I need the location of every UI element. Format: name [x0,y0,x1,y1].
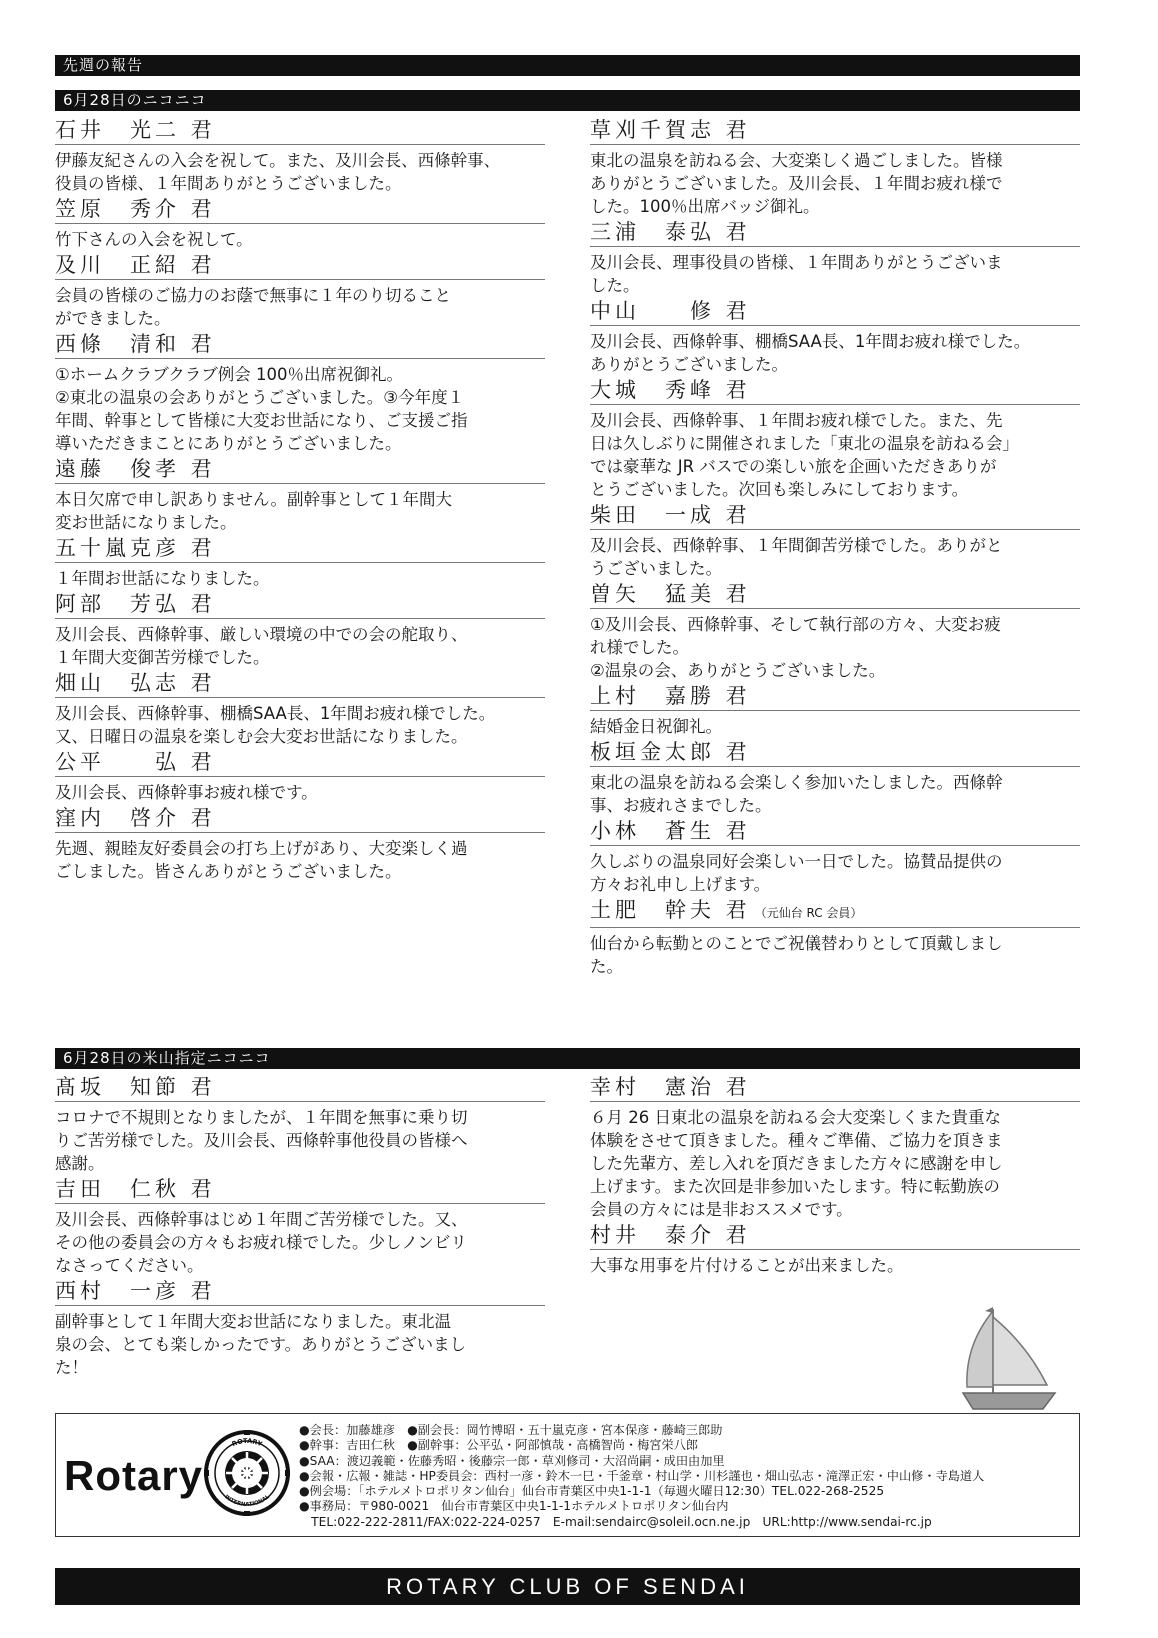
yoneyama-right-column [590,1074,1080,1278]
message-line: ありがとうございました。 [590,355,788,374]
member-message [55,702,545,748]
message-entry [590,897,1080,978]
message-line: 体験をさせて頂きました。種々ご準備、ご協力を頂きま [590,1131,1003,1150]
member-name-row [55,1278,545,1306]
header-bar [55,55,1080,76]
sailboat-icon [955,1305,1065,1415]
member-message [590,613,1080,682]
message-entry [55,670,545,748]
club-name-bar [55,1568,1080,1605]
member-name: 曽矢 猛美 君 [590,582,751,606]
wheel-bottom-text: INTERNATIONAL [223,1494,271,1509]
message-line: 泉の会、とても楽しかったです。ありがとうございまし [55,1335,467,1354]
message-line: 会員の皆様のご協力のお蔭で無事に１年のり切ること [55,286,451,305]
rotary-logo-text: Rotary [64,1452,204,1499]
member-name-row [590,683,1080,711]
member-message [590,715,1080,738]
member-name: 公平 弘 君 [55,750,216,774]
message-line: 結婚金日祝御礼。 [590,717,722,736]
member-name: 石井 光二 君 [55,118,216,142]
member-name-row [55,535,545,563]
rotary-wheel-icon [204,1430,290,1516]
member-name-row [55,331,545,359]
section-bar-yoneyama [55,1048,1080,1069]
member-name: 大城 秀峰 君 [590,378,751,402]
message-entry [55,117,545,195]
message-line: した先輩方、差し入れを頂だきました方々に感謝を申し [590,1154,1003,1173]
message-entry [590,298,1080,376]
message-entry [590,1074,1080,1221]
message-line: 竹下さんの入会を祝して。 [55,230,253,249]
info-line-president: ●会長：加藤雄彦 ●副会長：岡竹博昭・五十嵐克彦・宮本保彦・藤崎三郎助 [299,1423,723,1437]
info-line-office: ●事務局：〒980-0021 仙台市青葉区中央1-1-1ホテルメトロポリタン仙台内 [299,1499,729,1514]
member-name-row [590,377,1080,405]
message-line: 導いただきまことにありがとうございました。 [55,434,402,453]
member-name-row [590,897,1080,928]
message-entry [55,535,545,590]
member-name-row [590,298,1080,326]
message-entry [55,591,545,669]
member-message [55,363,545,455]
message-line: 又、日曜日の温泉を楽しむ会大変お世話になりました。 [55,727,468,746]
member-name: 及川 正紹 君 [55,253,216,277]
nikoniko-left-column [55,117,545,884]
member-name: 土肥 幹夫 君 [590,898,751,922]
message-line: 東北の温泉を訪ねる会、大変楽しく過ごしました。皆様 [590,151,1003,170]
member-name-row [590,1074,1080,1102]
message-line: ごしました。皆さんありがとうございました。 [55,862,402,881]
member-message [55,488,545,534]
message-entry [590,818,1080,896]
message-line: 及川会長、西條幹事お疲れ様です。 [55,783,318,802]
message-entry [55,252,545,330]
message-line: 副幹事として１年間大変お世話になりました。東北温 [55,1312,451,1331]
member-name-row [590,502,1080,530]
member-name: 髙坂 知節 君 [55,1075,216,1099]
member-name: 小林 蒼生 君 [590,819,751,843]
member-message [590,409,1080,501]
member-name-row [55,196,545,224]
message-line: 及川会長、西條幹事、棚橋SAA長、1年間お疲れ様でした。 [590,332,1031,351]
member-message [590,771,1080,817]
member-name: 窪内 啓介 君 [55,806,216,830]
member-message [55,1106,545,1175]
message-line: うございました。 [590,559,722,578]
member-message [55,1208,545,1277]
message-line: りご苦労様でした。及川会長、西條幹事他役員の皆様へ [55,1131,468,1150]
member-name-row [55,749,545,777]
message-line: 感謝。 [55,1154,105,1173]
info-line-committee: ●会報・広報・雑誌・HP委員会：西村一彦・鈴木一巳・千釜章・村山学・川杉謹也・畑山弘志・滝澤正宏・中山修・寺島道人 [299,1468,985,1483]
message-line: とうございました。次回も楽しみにしております。 [590,480,969,499]
member-name-row [55,805,545,833]
message-line: 及川会長、理事役員の皆様、１年間ありがとうございま [590,253,1003,272]
message-line: ６月 26 日東北の温泉を訪ねる会大変楽しくまた貴重な [590,1108,1001,1127]
member-name-row [55,252,545,280]
info-line-venue: ●例会場：「ホテルメトロポリタン仙台」仙台市青葉区中央1-1-1（毎週火曜日12:30）TEL.022-268-2525 [299,1484,885,1499]
member-message [590,534,1080,580]
message-line: 事、お疲れさまでした。 [590,796,772,815]
svg-text:INTERNATIONAL [223,1494,271,1508]
member-name-row [590,739,1080,767]
member-message [55,149,545,195]
message-line: 伊藤友紀さんの入会を祝して。また、及川会長、西條幹事、 [55,151,501,170]
member-name-row [590,117,1080,145]
member-name-row [55,117,545,145]
message-line: れ様でした。 [590,638,689,657]
message-line: ①ホームクラブクラブ例会 100％出席祝御礼。 [55,365,404,384]
message-entry [590,377,1080,501]
message-entry [55,196,545,251]
member-name-row [55,1074,545,1102]
message-line: なさってください。 [55,1256,204,1275]
message-line: 大事な用事を片付けることが出来ました。 [590,1256,904,1275]
message-line: 方々お礼申し上げます。 [590,875,771,894]
club-name: ROTARY CLUB OF SENDAI [386,1574,749,1599]
message-line: 本日欠席で申し訳ありません。副幹事として１年間大 [55,490,452,509]
message-line: 上げます。また次回是非参加いたします。特に転勤族の [590,1177,1000,1196]
member-message [55,781,545,804]
message-line: １年間大変御苦労様でした。 [55,648,270,667]
member-message [55,837,545,883]
member-message [55,1310,545,1379]
member-name-row [55,670,545,698]
member-name: 草刈千賀志 君 [590,118,751,142]
member-name: 村井 泰介 君 [590,1223,751,1247]
message-line: 及川会長、西條幹事、厳しい環境の中での会の舵取り、 [55,625,468,644]
member-name: 畑山 弘志 君 [55,671,216,695]
member-message [55,567,545,590]
member-name-row [55,1176,545,1204]
message-entry [590,502,1080,580]
message-entry [55,1074,545,1175]
message-line: 及川会長、西條幹事、１年間御苦労様でした。ありがと [590,536,1003,555]
message-line: ①及川会長、西條幹事、そして執行部の方々、大変お疲 [590,615,1001,634]
member-name: 西條 清和 君 [55,332,216,356]
message-line: 変お世話になりました。 [55,513,237,532]
yoneyama-left-column [55,1074,545,1380]
message-line: 東北の温泉を訪ねる会楽しく参加いたしました。西條幹 [590,773,1003,792]
club-info-box [55,1413,1080,1537]
svg-text:ROTARY [231,1437,264,1448]
message-entry [55,1278,545,1379]
member-name-row [55,591,545,619]
wheel-top-text: ROTARY [230,1436,264,1449]
member-message [590,1106,1080,1221]
message-line: 日は久しぶりに開催されました「東北の温泉を訪ねる会」 [590,434,1019,453]
member-note: （元仙台 RC 会員） [754,906,863,920]
member-name: 五十嵐克彦 君 [55,536,216,560]
member-name-row [590,1222,1080,1250]
member-message [55,228,545,251]
member-name-row [590,818,1080,846]
member-message [590,932,1080,978]
message-line: 役員の皆様、１年間ありがとうございました。 [55,174,402,193]
member-message [590,330,1080,376]
message-entry [590,683,1080,738]
message-line: した。100％出席バッジ御礼。 [590,197,820,216]
message-line: その他の委員会の方々もお疲れ様でした。少しノンビリ [55,1233,467,1252]
message-line: 及川会長、西條幹事、棚橋SAA長、1年間お疲れ様でした。 [55,704,496,723]
message-entry [55,1176,545,1277]
section-title: 6月28日のニコニコ [63,91,207,109]
member-name: 阿部 芳弘 君 [55,592,216,616]
message-line: コロナで不規則となりましたが、１年間を無事に乗り切 [55,1108,468,1127]
message-entry [55,456,545,534]
header-title: 先週の報告 [63,56,144,74]
message-line: た！ [55,1358,88,1377]
message-line: １年間お世話になりました。 [55,569,270,588]
member-name-row [590,581,1080,609]
message-line: では豪華な JR バスでの楽しい旅を企画いただきありが [590,457,997,476]
section-bar-nikoniko [55,90,1080,111]
message-entry [55,805,545,883]
message-line: 及川会長、西條幹事はじめ１年間ご苦労様でした。又、 [55,1210,468,1229]
member-name: 幸村 憲治 君 [590,1075,751,1099]
message-entry [55,331,545,455]
member-name: 遠藤 俊孝 君 [55,457,216,481]
member-name-row [590,219,1080,247]
message-line: ありがとうございました。及川会長、１年間お疲れ様で [590,174,1003,193]
member-message [55,284,545,330]
member-name: 笠原 秀介 君 [55,197,216,221]
message-line: 仙台から転勤とのことでご祝儀替わりとして頂戴しまし [590,934,1003,953]
member-message [590,149,1080,218]
member-name: 中山 修 君 [590,299,751,323]
message-entry [590,581,1080,682]
member-name: 西村 一彦 君 [55,1279,216,1303]
member-message [55,623,545,669]
info-line-secretary: ●幹事：吉田仁秋 ●副幹事：公平弘・阿部慎哉・高橋智尚・梅宮栄八郎 [299,1438,699,1453]
message-line: 会員の方々には是非おススメです。 [590,1200,853,1219]
club-info-list [299,1423,984,1530]
info-line-saa: ●SAA：渡辺義範・佐藤秀昭・後藤宗一郎・草刈修司・大沼尚嗣・成田由加里 [299,1453,725,1468]
message-entry [590,739,1080,817]
message-entry [590,1222,1080,1277]
message-entry [590,117,1080,218]
message-entry [55,749,545,804]
message-line: した。 [590,276,640,295]
message-line: 年間、幹事として皆様に大変お世話になり、ご支援ご指 [55,411,468,430]
message-entry [590,219,1080,297]
message-line: た。 [590,957,623,976]
member-name: 上村 嘉勝 君 [590,684,751,708]
member-name: 柴田 一成 君 [590,503,751,527]
member-name: 三浦 泰弘 君 [590,220,751,244]
member-message [590,850,1080,896]
nikoniko-right-column [590,117,1080,979]
member-name-row [55,456,545,484]
member-message [590,1254,1080,1277]
member-name: 吉田 仁秋 君 [55,1177,216,1201]
member-name: 板垣金太郎 君 [590,740,751,764]
member-message [590,251,1080,297]
message-line: 先週、親睦友好委員会の打ち上げがあり、大変楽しく過 [55,839,468,858]
message-line: ができました。 [55,309,171,328]
message-line: 及川会長、西條幹事、１年間お疲れ様でした。また、先 [590,411,1003,430]
message-line: 久しぶりの温泉同好会楽しい一日でした。協賛品提供の [590,852,1003,871]
message-line: ②東北の温泉の会ありがとうございました。③今年度１ [55,388,465,407]
message-line: ②温泉の会、ありがとうございました。 [590,661,886,680]
section-title: 6月28日の米山指定ニコニコ [63,1049,271,1067]
info-line-contact: TEL:022-222-2811/FAX:022-224-0257 E-mail:sendairc@soleil.ocn.ne.jp URL:http://www.sendai-rc.jp [299,1514,932,1529]
